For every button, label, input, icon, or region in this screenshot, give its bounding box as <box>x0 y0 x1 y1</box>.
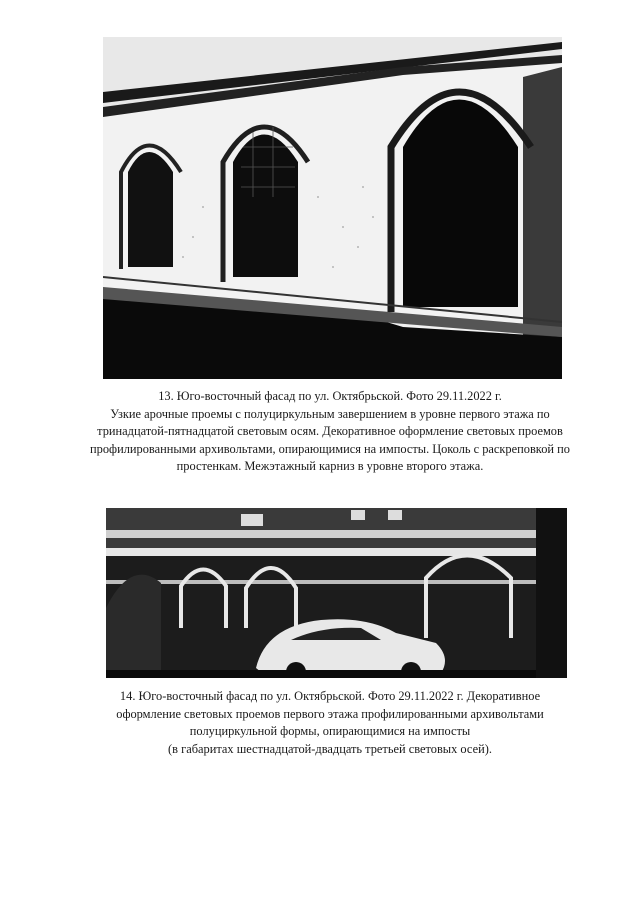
photo-facade-with-car <box>106 508 567 678</box>
caption-14-line: полуциркульной формы, опирающимися на импосты <box>189 724 471 738</box>
caption-13-title: 13. Юго-восточный фасад по ул. Октябрьской. Фото 29.11.2022 г. <box>158 389 502 403</box>
caption-13-line: тринадцатой-пятнадцатой световым осям. Декоративное оформление световых проемов <box>97 424 563 438</box>
caption-13-line: Узкие арочные проемы с полуциркульным завершением в уровне первого этажа по <box>110 406 550 421</box>
caption-14-line: оформление световых проемов первого этажа профилированными архивольтами <box>116 706 544 721</box>
caption-13-line: профилированными архивольтами, опирающимися на импосты. Цоколь с раскреповкой по <box>90 441 570 456</box>
caption-14-line: (в габаритах шестнадцатой-двадцать третьей световых осей). <box>168 741 492 756</box>
photo-facade-arched-windows <box>103 37 562 379</box>
caption-14-line: 14. Юго-восточный фасад по ул. Октябрьской. Фото 29.11.2022 г. Декоративное <box>119 689 541 703</box>
caption-13-line: простенкам. Межэтажный карниз в уровне второго этажа. <box>176 459 484 473</box>
caption-figure-14 <box>60 688 600 758</box>
caption-figure-13 <box>60 388 600 476</box>
